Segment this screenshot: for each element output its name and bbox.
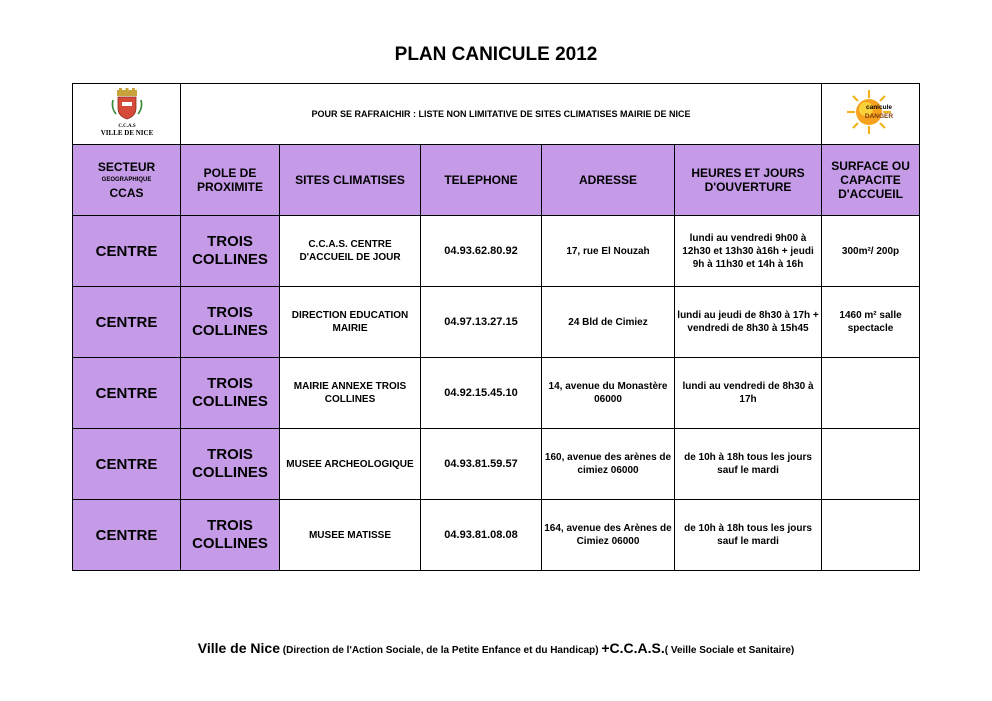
cell-site: DIRECTION EDUCATION MAIRIE: [280, 287, 421, 358]
cell-surface: [822, 500, 920, 571]
header-adresse: ADRESSE: [542, 145, 675, 216]
cell-site: MUSEE ARCHEOLOGIQUE: [280, 429, 421, 500]
table-row: [73, 358, 920, 429]
cell-site: MAIRIE ANNEXE TROIS COLLINES: [280, 358, 421, 429]
table-row: [73, 216, 920, 287]
cell-secteur: CENTRE: [73, 287, 181, 358]
table-row: [73, 500, 920, 571]
ccas-logo: [73, 84, 181, 145]
nice-coat-of-arms-icon: [97, 86, 157, 138]
svg-text:DANGER: DANGER: [864, 112, 893, 120]
header-heures: HEURES ET JOURS D'OUVERTURE: [675, 145, 822, 216]
cell-site: C.C.A.S. CENTRE D'ACCUEIL DE JOUR: [280, 216, 421, 287]
cell-heures: de 10h à 18h tous les jours sauf le mardi: [675, 500, 822, 571]
cell-surface: 300m²/ 200p: [822, 216, 920, 287]
cell-telephone: 04.93.62.80.92: [421, 216, 542, 287]
cell-secteur: CENTRE: [73, 358, 181, 429]
cell-adresse: 160, avenue des arènes de cimiez 06000: [542, 429, 675, 500]
banner-text: POUR SE RAFRAICHIR : LISTE NON LIMITATIVE DE SITES CLIMATISES MAIRIE DE NICE: [181, 84, 822, 145]
canicule-logo: [822, 84, 920, 145]
svg-text:canicule: canicule: [865, 103, 892, 111]
cell-adresse: 164, avenue des Arènes de Cimiez 06000: [542, 500, 675, 571]
svg-text:C.C.A.S: C.C.A.S: [117, 123, 136, 129]
cell-site: MUSEE MATISSE: [280, 500, 421, 571]
cell-adresse: 17, rue El Nouzah: [542, 216, 675, 287]
cell-secteur: CENTRE: [73, 500, 181, 571]
cell-telephone: 04.92.15.45.10: [421, 358, 542, 429]
header-telephone: TELEPHONE: [421, 145, 542, 216]
cell-surface: [822, 429, 920, 500]
cell-pole: TROIS COLLINES: [181, 216, 280, 287]
cell-surface: [822, 358, 920, 429]
cell-pole: TROIS COLLINES: [181, 358, 280, 429]
table-row: [73, 429, 920, 500]
cell-telephone: 04.93.81.08.08: [421, 500, 542, 571]
cell-secteur: CENTRE: [73, 429, 181, 500]
cell-adresse: 24 Bld de Cimiez: [542, 287, 675, 358]
cell-telephone: 04.97.13.27.15: [421, 287, 542, 358]
cell-pole: TROIS COLLINES: [181, 500, 280, 571]
sun-icon: [841, 87, 901, 137]
header-pole: POLE DE PROXIMITE: [181, 145, 280, 216]
cell-surface: 1460 m² salle spectacle: [822, 287, 920, 358]
cell-heures: lundi au vendredi 9h00 à 12h30 et 13h30 à16h + jeudi 9h à 11h30 et 14h à 16h: [675, 216, 822, 287]
svg-text:VILLE DE NICE: VILLE DE NICE: [100, 128, 153, 137]
footer: [0, 640, 992, 658]
footer-ccas: +C.C.A.S.: [601, 640, 665, 656]
header-surface: SURFACE OU CAPACITE D'ACCUEIL: [822, 145, 920, 216]
cell-pole: TROIS COLLINES: [181, 287, 280, 358]
cell-adresse: 14, avenue du Monastère 06000: [542, 358, 675, 429]
header-sites: SITES CLIMATISES: [280, 145, 421, 216]
page-title: PLAN CANICULE 2012: [394, 44, 598, 65]
cell-heures: de 10h à 18h tous les jours sauf le mardi: [675, 429, 822, 500]
footer-veille: ( Veille Sociale et Sanitaire): [664, 645, 795, 656]
cell-telephone: 04.93.81.59.57: [421, 429, 542, 500]
cell-heures: lundi au jeudi de 8h30 à 17h + vendredi de 8h30 à 15h45: [675, 287, 822, 358]
table-row: [73, 287, 920, 358]
cell-heures: lundi au vendredi de 8h30 à 17h: [675, 358, 822, 429]
footer-direction: (Direction de l'Action Sociale, de la Petite Enfance et du Handicap): [279, 645, 602, 656]
header-secteur: SECTEUR GEOGRAPHIQUE CCAS: [73, 145, 181, 216]
banner-row: [73, 84, 920, 145]
cell-pole: TROIS COLLINES: [181, 429, 280, 500]
footer-city: Ville de Nice: [197, 640, 280, 656]
header-row: [73, 145, 920, 216]
cell-secteur: CENTRE: [73, 216, 181, 287]
sites-table: [72, 83, 920, 571]
